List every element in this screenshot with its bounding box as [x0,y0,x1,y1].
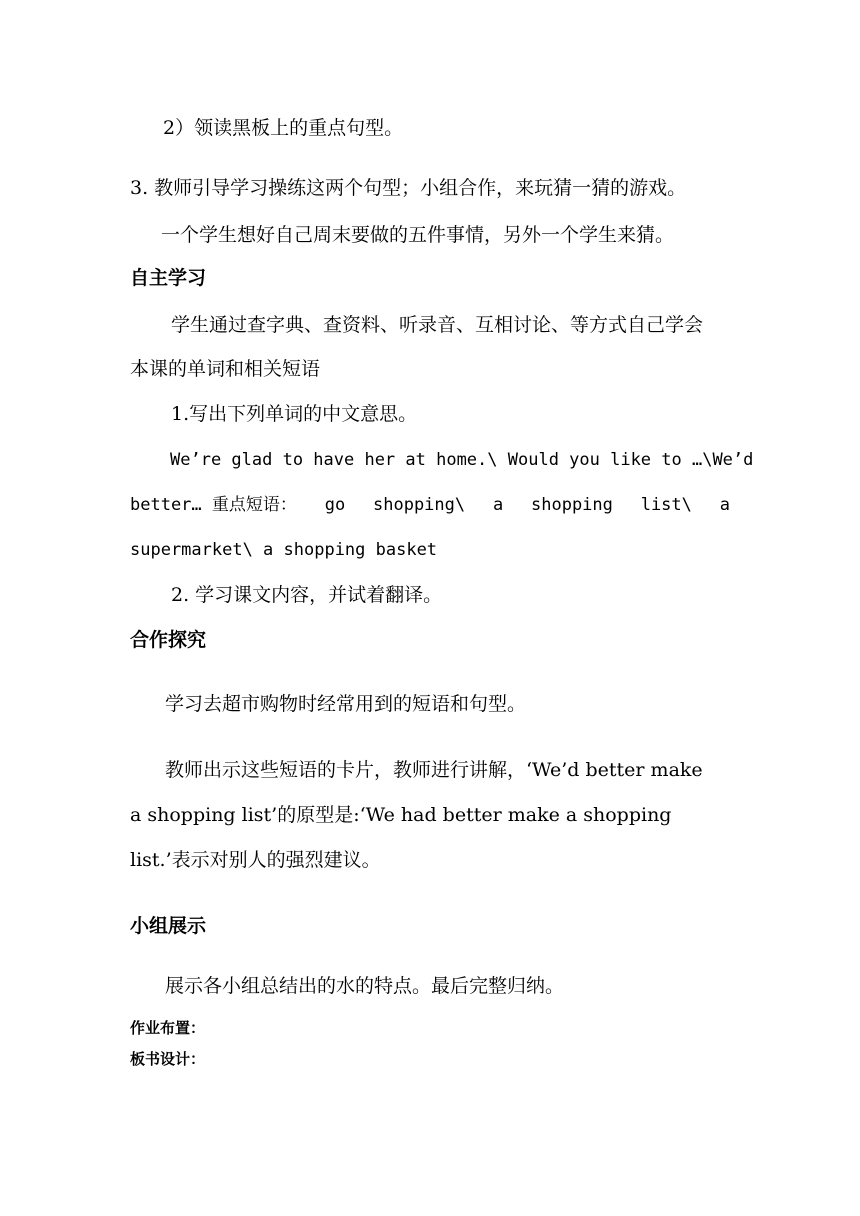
vocab-word: better… 重点短语： [130,495,297,515]
cooperation-para-1: 学习去超市购物时经常用到的短语和句型。 [165,693,527,715]
vocab-word: shopping [531,495,613,515]
vocab-line-3: supermarket\ a shopping basket [130,540,438,560]
group-show-heading: 小组展示 [130,915,207,937]
self-study-item-2: 2. 学习课文内容，并试着翻译。 [171,584,443,606]
homework-label: 作业布置： [130,1019,206,1037]
vocab-line-1: We’re glad to have her at home.\ Would you like to …\We’d [170,450,754,470]
self-study-para-line-1: 学生通过查字典、查资料、听录音、互相讨论、等方式自己学会 [171,314,704,336]
cooperation-para-2-line-1: 教师出示这些短语的卡片，教师进行讲解，‘We’d better make [165,759,703,781]
vocab-word: a [719,495,730,515]
self-study-para-line-2: 本课的单词和相关短语 [130,358,321,380]
intro-line-3: 一个学生想好自己周末要做的五件事情，另外一个学生来猜。 [161,224,675,246]
vocab-word: go [324,495,346,515]
self-study-item-1: 1.写出下列单词的中文意思。 [171,403,418,425]
vocab-word: shopping\ [373,495,466,515]
intro-line-1: 2）领读黑板上的重点句型。 [163,117,404,139]
intro-line-2: 3. 教师引导学习操练这两个句型；小组合作，来玩猜一猜的游戏。 [130,177,687,199]
vocab-word: a [492,495,504,515]
vocab-line-2 [130,493,730,517]
board-design-label: 板书设计： [130,1050,206,1068]
cooperation-para-2-line-2: a shopping list’的原型是:‘We had better make a shopping [130,804,672,826]
cooperation-para-2-line-3: list.’表示对别人的强烈建议。 [130,849,381,871]
group-show-para: 展示各小组总结出的水的特点。最后完整归纳。 [165,975,565,997]
cooperation-heading: 合作探究 [130,629,207,651]
self-study-heading: 自主学习 [130,267,207,289]
vocab-word: list\ [640,495,692,515]
